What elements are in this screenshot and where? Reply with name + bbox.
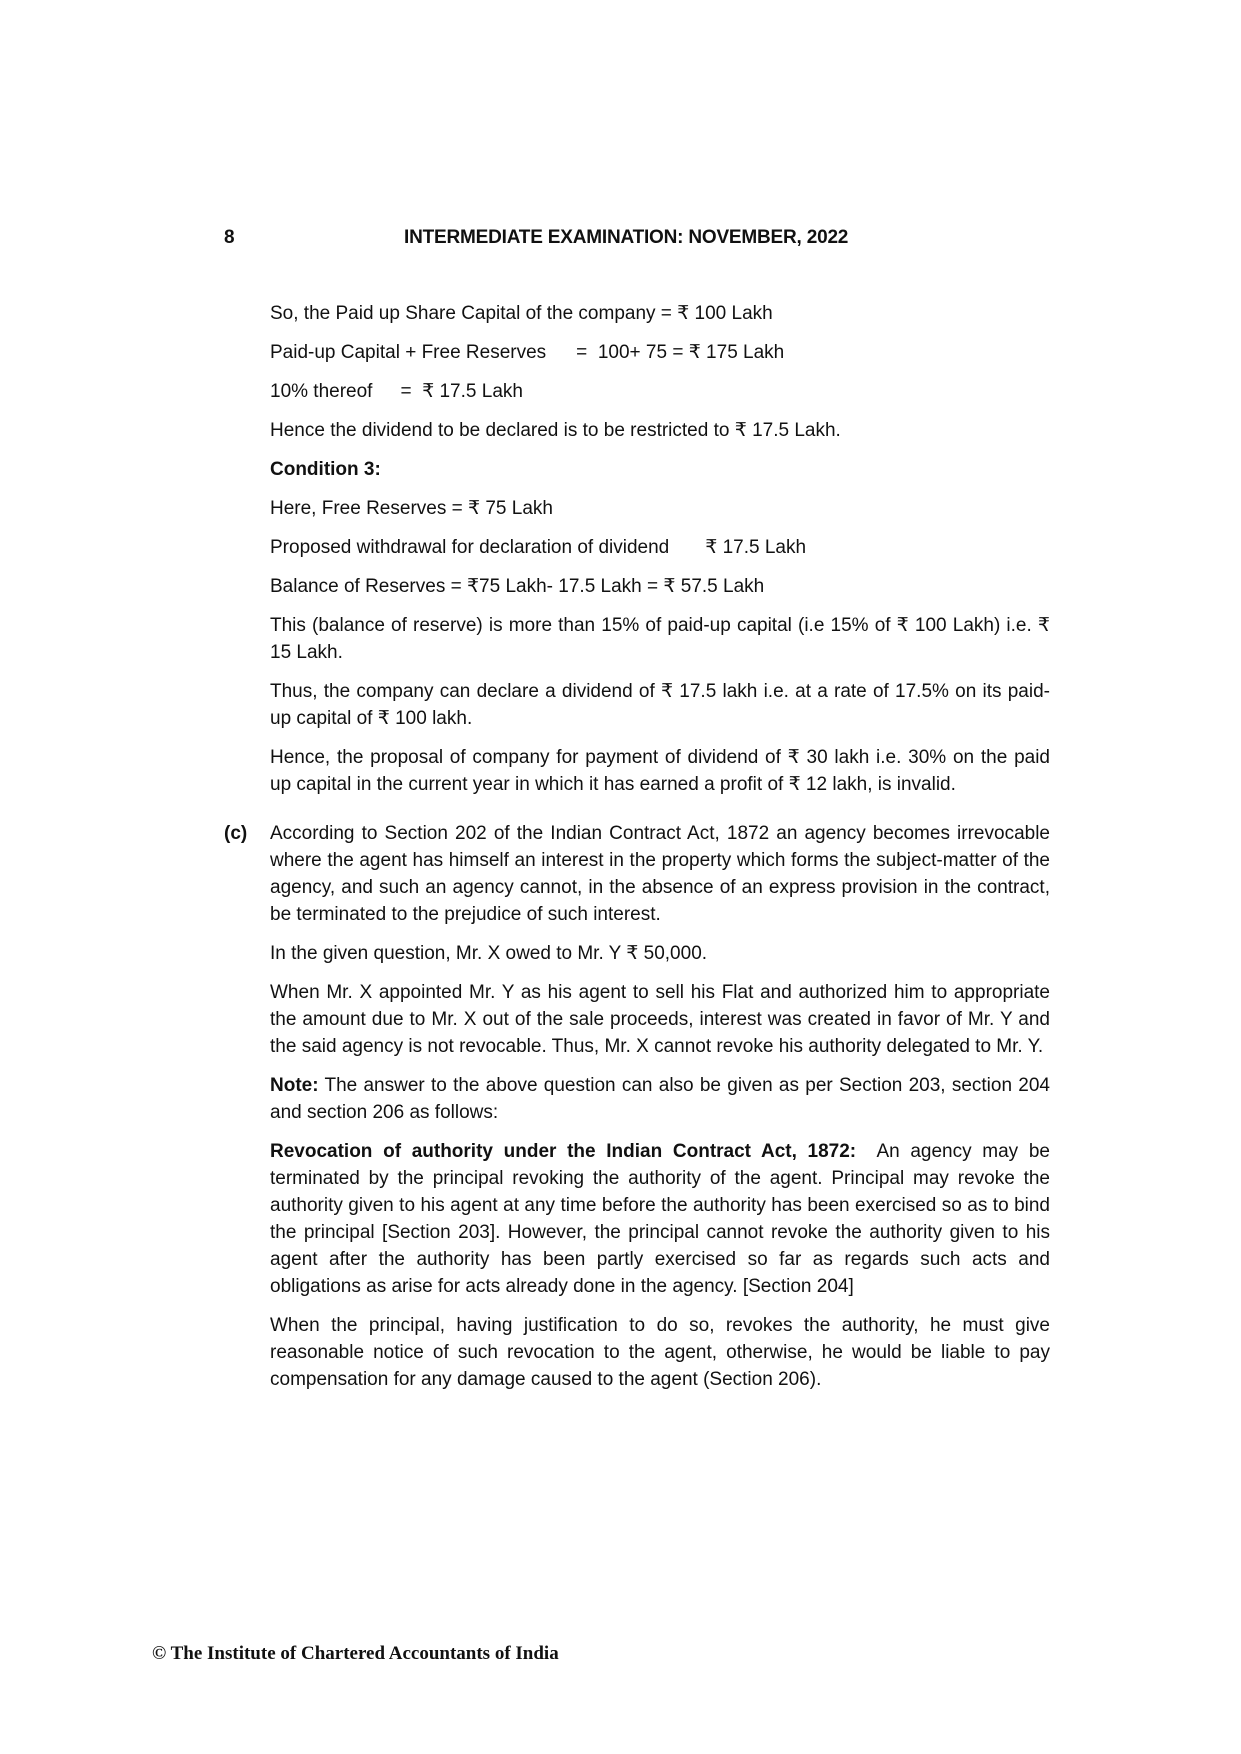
proposed-withdrawal-label: Proposed withdrawal for declaration of dividend (270, 537, 670, 558)
item-c-text: According to Section 202 of the Indian Contract Act, 1872 an agency becomes irrevocable where the agent has himself an interest in the property which forms the subject-matter of the agency, and such an agency cannot, in the absence of an express provision in the contract, be terminated to the prejudice of such interest. (270, 823, 1050, 925)
revocation-text: An agency may be terminated by the principal revoking the authority of the agent. Principal may revoke the authority given to his agent at any time before the authority has been exercised so as to bind the principal [Section 203]. However, the principal cannot revoke the authority given to his agent after the authority has been partly exercised so far as regards such acts and obligations as arise for acts already done in the agency. [Section 204] (270, 1141, 1056, 1297)
agency-irrevocable-paragraph: When Mr. X appointed Mr. Y as his agent to sell his Flat and authorized him to appropriate the amount due to Mr. X out of the sale proceeds, interest was created in favor of Mr. Y and the said agency is not revocable. Thus, Mr. X cannot revoke his authority delegated to Mr. Y. (270, 982, 1050, 1057)
page-number: 8 (224, 227, 235, 248)
mr-x-owed-paragraph: In the given question, Mr. X owed to Mr. Y ₹ 50,000. (270, 943, 708, 964)
ten-percent-label: 10% thereof (270, 381, 373, 402)
proposed-withdrawal-value: ₹ 17.5 Lakh (705, 537, 807, 558)
note-paragraph (270, 1072, 1050, 1126)
capital-plus-reserves-value: = 100+ 75 = ₹ 175 Lakh (576, 342, 785, 363)
paid-up-capital-line: So, the Paid up Share Capital of the company = ₹ 100 Lakh (270, 303, 773, 324)
balance-reserve-paragraph: This (balance of reserve) is more than 15% of paid-up capital (i.e 15% of ₹ 100 Lakh) i.e. ₹ 15 Lakh. (270, 615, 1050, 663)
dividend-restriction-line: Hence the dividend to be declared is to be restricted to ₹ 17.5 Lakh. (270, 420, 841, 441)
note-label: Note: (270, 1075, 319, 1096)
capital-plus-reserves-line (270, 339, 1050, 366)
revocation-heading: Revocation of authority under the Indian Contract Act, 1872: (270, 1141, 857, 1162)
free-reserves-line: Here, Free Reserves = ₹ 75 Lakh (270, 498, 553, 519)
balance-of-reserves-line: Balance of Reserves = ₹75 Lakh- 17.5 Lakh = ₹ 57.5 Lakh (270, 576, 765, 597)
condition-3-heading: Condition 3: (270, 459, 381, 480)
answer-item-c (224, 820, 1050, 928)
capital-plus-reserves-label: Paid-up Capital + Free Reserves (270, 342, 547, 363)
running-header-title: INTERMEDIATE EXAMINATION: NOVEMBER, 2022 (404, 227, 849, 248)
ten-percent-line (270, 378, 1050, 405)
page-content (224, 300, 1056, 1405)
dividend-declaration-paragraph: Thus, the company can declare a dividend of ₹ 17.5 lakh i.e. at a rate of 17.5% on its paid-up capital of ₹ 100 lakh. (270, 681, 1050, 729)
proposal-invalid-paragraph: Hence, the proposal of company for payment of dividend of ₹ 30 lakh i.e. 30% on the paid up capital in the current year in which it has earned a profit of ₹ 12 lakh, is invalid. (270, 747, 1050, 795)
item-c-label: (c) (224, 823, 248, 844)
reasonable-notice-paragraph: When the principal, having justification to do so, revokes the authority, he must give reasonable notice of such revocation to the agent, otherwise, he would be liable to pay compensation for any damage caused to the agent (Section 206). (270, 1315, 1050, 1390)
proposed-withdrawal-line (270, 534, 1050, 561)
note-text: The answer to the above question can also be given as per Section 203, section 204 and section 206 as follows: (270, 1075, 1050, 1123)
revocation-paragraph (270, 1138, 1056, 1300)
ten-percent-value: = ₹ 17.5 Lakh (400, 381, 523, 402)
copyright-footer: © The Institute of Chartered Accountants of India (152, 1643, 559, 1664)
